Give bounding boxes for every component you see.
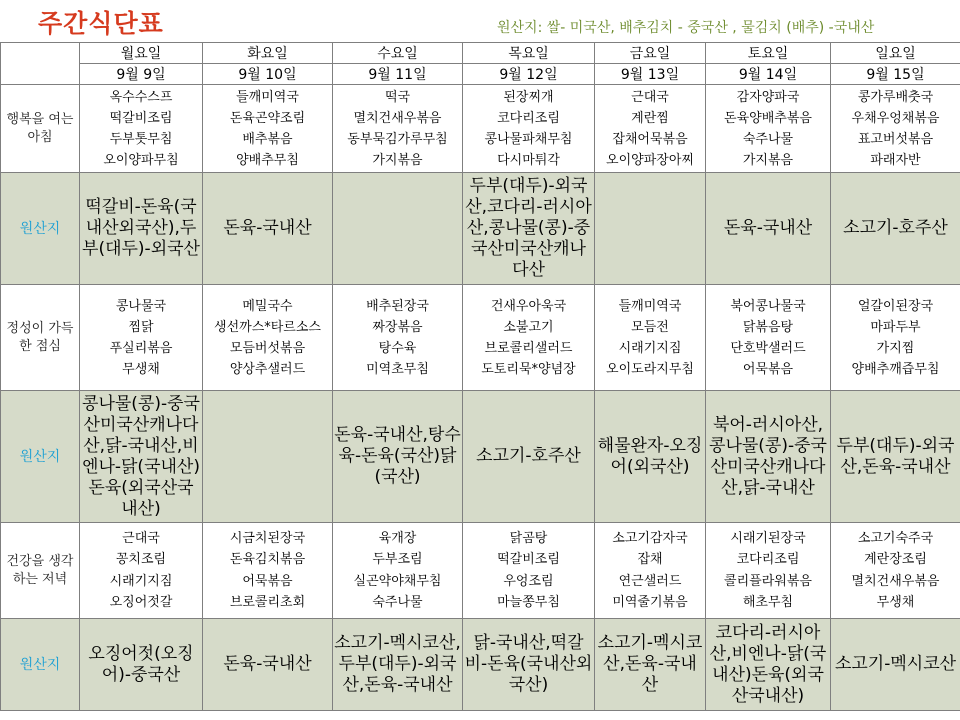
dish-item: 브로콜리샐러드 bbox=[484, 340, 573, 356]
dish-item: 오징어젓갈 bbox=[109, 595, 173, 610]
page-title: 주간식단표 bbox=[38, 9, 164, 38]
origin-cell bbox=[333, 391, 463, 523]
origin-label: 원산지 bbox=[1, 391, 80, 523]
breakfast_origin-row bbox=[1, 173, 960, 285]
dish-item: 멸치건새우볶음 bbox=[353, 110, 442, 126]
dish-item: 숙주나물 bbox=[742, 131, 794, 147]
dish-item: 숙주나물 bbox=[372, 595, 423, 610]
dish-item: 소고기감자국 bbox=[612, 530, 688, 546]
dish-item: 들깨미역국 bbox=[618, 298, 682, 314]
dish-item: 육개장 bbox=[378, 530, 417, 546]
dish-item: 콩가루배춧국 bbox=[857, 89, 934, 105]
dish-item: 오이양파장아찌 bbox=[606, 152, 694, 168]
dish-item: 계란장조림 bbox=[864, 552, 927, 567]
origin-text: 소고기-멕시코산 bbox=[834, 654, 957, 674]
lunch-row bbox=[1, 285, 960, 391]
origin-cell bbox=[333, 619, 463, 711]
dish-item: 콩나물파채무침 bbox=[484, 131, 573, 147]
dish-item: 오이양파무침 bbox=[103, 152, 179, 168]
origin-cell bbox=[706, 619, 831, 711]
dish-item: 잡채어묵볶음 bbox=[612, 131, 688, 147]
day-name: 일요일 bbox=[831, 43, 960, 64]
dish-item: 된장찌개 bbox=[503, 89, 554, 105]
dish-item: 근대국 bbox=[122, 530, 160, 546]
dish-item: 어묵볶음 bbox=[742, 361, 794, 377]
origin-text: 북어-러시아산,콩나물(콩)-중국산미국산캐나다산,닭-국내산 bbox=[709, 414, 827, 498]
breakfast-label: 행복을 여는 아침 bbox=[1, 85, 80, 173]
origin-cell bbox=[831, 391, 960, 523]
breakfast-cell bbox=[333, 85, 463, 173]
dish-item: 코다리조림 bbox=[497, 110, 560, 126]
origin-cell bbox=[80, 173, 203, 285]
origin-cell bbox=[595, 173, 706, 285]
dish-item: 가지찜 bbox=[876, 340, 915, 356]
breakfast-cell bbox=[203, 85, 333, 173]
dish-item: 모듬전 bbox=[631, 319, 669, 335]
dish-item: 콜리플라워볶음 bbox=[724, 573, 812, 589]
dinner_origin-row bbox=[1, 619, 960, 711]
lunch-cell bbox=[463, 285, 595, 391]
dish-item: 옥수수스프 bbox=[109, 89, 173, 105]
dish-item: 북어콩나물국 bbox=[730, 298, 806, 314]
dinner-cell bbox=[595, 523, 706, 619]
day-name: 화요일 bbox=[203, 43, 333, 64]
origin-text: 돈육-국내산 bbox=[223, 654, 312, 674]
dish-item: 푸실리볶음 bbox=[109, 340, 173, 356]
lunch-cell bbox=[80, 285, 203, 391]
origin-text: 코다리-러시아산,비엔나-닭(국내산)돈육(외국산국내산) bbox=[709, 622, 827, 706]
breakfast-row bbox=[1, 85, 960, 173]
day-date: 9월 12일 bbox=[463, 64, 595, 85]
dish-item: 멸치건새우볶음 bbox=[851, 573, 940, 589]
dish-item: 건새우아욱국 bbox=[490, 298, 567, 314]
dish-item: 생선까스*타르소스 bbox=[214, 319, 321, 335]
origin-cell bbox=[706, 173, 831, 285]
dish-item: 무생채 bbox=[122, 361, 160, 377]
dinner-cell bbox=[831, 523, 960, 619]
origin-label: 원산지 bbox=[1, 619, 80, 711]
dish-item: 두부조림 bbox=[372, 552, 423, 567]
dish-item: 오이도라지무침 bbox=[606, 361, 694, 377]
dish-item: 들깨미역국 bbox=[236, 89, 299, 105]
dish-item: 동부묵김가루무침 bbox=[347, 131, 448, 147]
dish-item: 어묵볶음 bbox=[242, 573, 293, 589]
breakfast-cell bbox=[831, 85, 960, 173]
dish-item: 닭볶음탕 bbox=[742, 319, 794, 335]
dish-item: 단호박샐러드 bbox=[730, 340, 806, 356]
lunch-cell bbox=[595, 285, 706, 391]
dinner-label: 건강을 생각하는 저녁 bbox=[1, 523, 80, 619]
lunch-cell bbox=[831, 285, 960, 391]
dish-item: 우채우엉채볶음 bbox=[851, 110, 940, 126]
origin-label: 원산지 bbox=[1, 173, 80, 285]
origin-cell bbox=[203, 619, 333, 711]
origin-cell bbox=[463, 391, 595, 523]
dish-item: 꽁치조림 bbox=[115, 552, 167, 567]
dish-item: 마늘쫑무침 bbox=[497, 595, 560, 610]
breakfast-cell bbox=[463, 85, 595, 173]
dish-item: 브로콜리초회 bbox=[229, 595, 306, 610]
origin-note: 원산지: 쌀- 미국산, 배추김치 - 중국산 , 물김치 (배추) -국내산 bbox=[497, 20, 875, 36]
origin-text: 콩나물(콩)-중국산미국산캐나다산,닭-국내산,비엔나-닭(국내산)돈육(외국산국내산) bbox=[82, 393, 200, 519]
lunch_origin-row bbox=[1, 391, 960, 523]
origin-text: 돈육-국내산,탕수육-돈육(국산)닭(국산) bbox=[334, 425, 461, 487]
dish-item: 우엉조림 bbox=[503, 573, 554, 589]
dinner-cell bbox=[463, 523, 595, 619]
dish-item: 배추볶음 bbox=[242, 131, 293, 147]
origin-text: 닭-국내산,떡갈비-돈육(국내산외국산) bbox=[464, 633, 593, 695]
day-name: 금요일 bbox=[595, 43, 706, 64]
breakfast-cell bbox=[80, 85, 203, 173]
dish-item: 돈육양배추볶음 bbox=[724, 110, 812, 126]
lunch-cell bbox=[333, 285, 463, 391]
origin-text: 소고기-호주산 bbox=[843, 218, 948, 238]
origin-text: 소고기-멕시코산,두부(대두)-외국산,돈육-국내산 bbox=[334, 633, 461, 695]
origin-cell bbox=[831, 619, 960, 711]
dish-item: 시래기지짐 bbox=[618, 340, 682, 356]
day-name: 월요일 bbox=[80, 43, 203, 64]
origin-text: 두부(대두)-외국산,돈육-국내산 bbox=[836, 435, 955, 477]
lunch-cell bbox=[203, 285, 333, 391]
dish-item: 마파두부 bbox=[870, 319, 921, 335]
origin-text: 떡갈비-돈육(국내산외국산),두부(대두)-외국산 bbox=[82, 197, 200, 259]
day-date: 9월 14일 bbox=[706, 64, 831, 85]
dish-item: 짜장볶음 bbox=[372, 319, 423, 335]
dish-item: 콩나물국 bbox=[115, 298, 167, 314]
dish-item: 시래기된장국 bbox=[730, 530, 806, 546]
day-date: 9월 13일 bbox=[595, 64, 706, 85]
day-name-row bbox=[1, 43, 960, 64]
day-date: 9월 10일 bbox=[203, 64, 333, 85]
dish-item: 도토리묵*양념장 bbox=[481, 361, 576, 377]
day-name: 수요일 bbox=[333, 43, 463, 64]
dinner-row bbox=[1, 523, 960, 619]
dinner-cell bbox=[203, 523, 333, 619]
day-date: 9월 9일 bbox=[80, 64, 203, 85]
dish-item: 잡채 bbox=[637, 552, 663, 567]
origin-cell bbox=[595, 619, 706, 711]
dish-item: 배추된장국 bbox=[366, 298, 429, 314]
dish-item: 양배추깨즙무침 bbox=[851, 361, 940, 377]
dish-item: 미역초무침 bbox=[366, 361, 429, 377]
dish-item: 메밀국수 bbox=[242, 298, 293, 314]
dish-item: 연근샐러드 bbox=[618, 573, 682, 589]
day-date: 9월 11일 bbox=[333, 64, 463, 85]
dish-item: 표고버섯볶음 bbox=[857, 131, 934, 147]
dish-item: 탕수육 bbox=[378, 340, 417, 356]
day-name: 목요일 bbox=[463, 43, 595, 64]
dish-item: 떡갈비조림 bbox=[109, 110, 173, 126]
dish-item: 양배추무침 bbox=[236, 152, 299, 168]
dish-item: 얼갈이된장국 bbox=[857, 298, 934, 314]
origin-text: 두부(대두)-외국산,코다리-러시아산,콩나물(콩)-중국산미국산캐나다산 bbox=[465, 176, 592, 280]
origin-cell bbox=[831, 173, 960, 285]
dinner-cell bbox=[333, 523, 463, 619]
origin-text: 소고기-호주산 bbox=[476, 446, 581, 466]
date-row bbox=[1, 64, 960, 85]
origin-cell bbox=[463, 619, 595, 711]
dish-item: 미역줄기볶음 bbox=[612, 595, 688, 610]
origin-cell bbox=[203, 173, 333, 285]
origin-text: 돈육-국내산 bbox=[223, 218, 312, 238]
dish-item: 파래자반 bbox=[870, 152, 921, 168]
origin-text: 돈육-국내산 bbox=[723, 218, 813, 238]
dish-item: 소고기숙주국 bbox=[857, 530, 934, 546]
dinner-cell bbox=[80, 523, 203, 619]
weekly-menu-table bbox=[0, 42, 960, 711]
origin-cell bbox=[80, 619, 203, 711]
dish-item: 다시마튀각 bbox=[497, 152, 560, 168]
dish-item: 가지볶음 bbox=[742, 152, 794, 168]
dish-item: 돈육김치볶음 bbox=[229, 552, 306, 567]
origin-text: 소고기-멕시코산,돈육-국내산 bbox=[597, 633, 703, 695]
origin-cell bbox=[706, 391, 831, 523]
origin-cell bbox=[80, 391, 203, 523]
dish-item: 돈육곤약조림 bbox=[229, 110, 306, 126]
origin-text: 오징어젓(오징어)-중국산 bbox=[88, 643, 194, 685]
dish-item: 무생채 bbox=[876, 595, 915, 610]
dish-item: 양상추샐러드 bbox=[229, 361, 306, 377]
origin-cell bbox=[463, 173, 595, 285]
breakfast-cell bbox=[706, 85, 831, 173]
dish-item: 찜닭 bbox=[128, 319, 154, 335]
dish-item: 두부톳무침 bbox=[109, 131, 173, 147]
dinner-cell bbox=[706, 523, 831, 619]
dish-item: 떡갈비조림 bbox=[497, 552, 560, 567]
day-name: 토요일 bbox=[706, 43, 831, 64]
day-date: 9월 15일 bbox=[831, 64, 960, 85]
corner-cell bbox=[1, 43, 80, 85]
dish-item: 해초무침 bbox=[742, 595, 794, 610]
dish-item: 감자양파국 bbox=[736, 89, 800, 105]
dish-item: 떡국 bbox=[384, 89, 411, 105]
lunch-label: 정성이 가득한 점심 bbox=[1, 285, 80, 391]
dish-item: 근대국 bbox=[631, 89, 669, 105]
origin-cell bbox=[203, 391, 333, 523]
dish-item: 가지볶음 bbox=[372, 152, 423, 168]
origin-cell bbox=[333, 173, 463, 285]
dish-item: 시래기지짐 bbox=[109, 573, 173, 589]
dish-item: 소불고기 bbox=[503, 319, 554, 335]
origin-cell bbox=[595, 391, 706, 523]
dish-item: 실곤약야채무침 bbox=[353, 573, 442, 589]
dish-item: 시금치된장국 bbox=[229, 530, 306, 546]
dish-item: 계란찜 bbox=[631, 110, 669, 126]
dish-item: 코다리조림 bbox=[736, 552, 800, 567]
dish-item: 모듬버섯볶음 bbox=[229, 340, 306, 356]
dish-item: 닭곰탕 bbox=[509, 530, 548, 546]
lunch-cell bbox=[706, 285, 831, 391]
breakfast-cell bbox=[595, 85, 706, 173]
origin-text: 해물완자-오징어(외국산) bbox=[597, 435, 703, 477]
